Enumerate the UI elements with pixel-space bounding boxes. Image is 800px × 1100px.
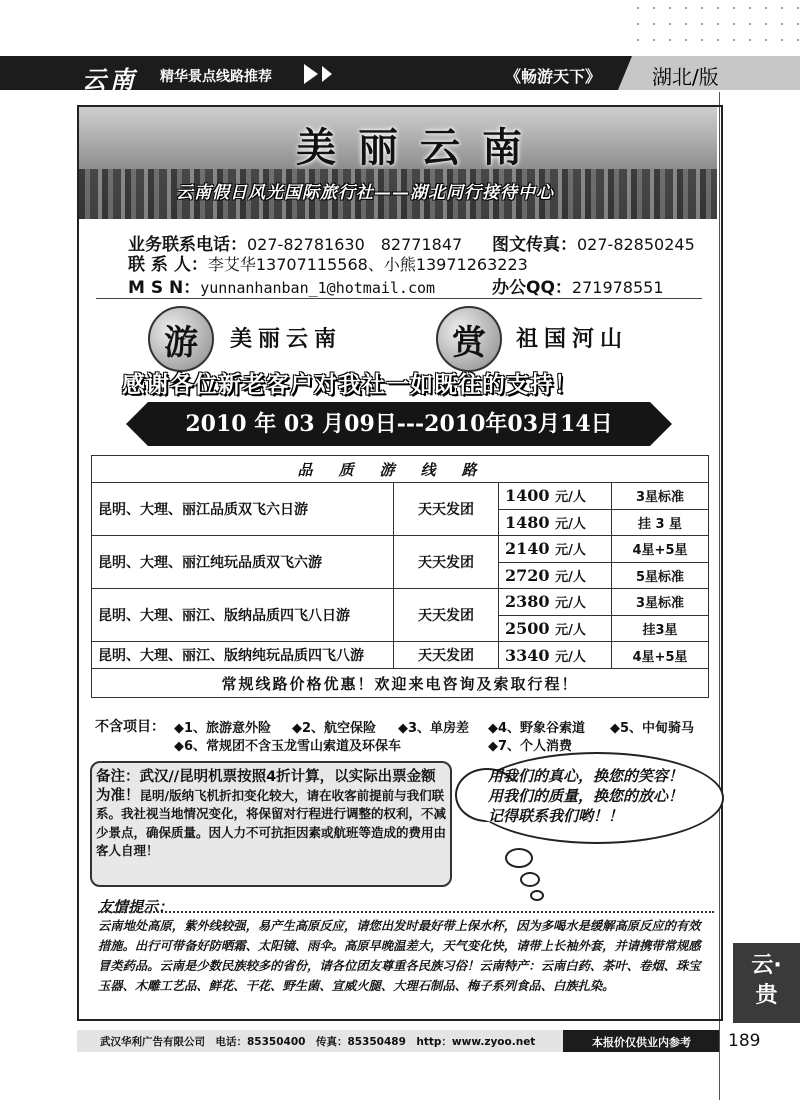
not-included-item: ◆6、常规团不含玉龙雪山索道及环保车 (174, 739, 402, 754)
side-tab-line: 贵 (755, 983, 778, 1008)
cloud-bubble (520, 872, 540, 887)
thanks-banner: 感谢各位新老客户对我社一如既往的支持！ (122, 371, 578, 398)
route-name: 昆明、大理、丽江品质双飞六日游 (92, 483, 394, 536)
header-logo: 云南 (82, 65, 138, 94)
header-arrow-small-icon (322, 66, 332, 82)
route-price: 3340 元/人 (499, 642, 612, 669)
table-row (92, 642, 709, 669)
business-phone-value: 027-82781630 82771847 (247, 235, 463, 254)
table-header-row (92, 456, 709, 483)
side-tab-line: 云· (751, 953, 782, 978)
route-frequency: 天天发团 (394, 642, 499, 669)
msn-value: yunnanhanban_1@hotmail.com (200, 279, 436, 297)
qq-value: 271978551 (571, 278, 664, 297)
notes-highlight: 武汉//昆明机票按照4折计算，以实际出票金额为准！ (96, 769, 436, 804)
footer-notice: 本报价仅供业内参考 (592, 1036, 691, 1049)
decorative-dots (630, 0, 800, 55)
route-frequency: 天天发团 (394, 483, 499, 536)
slogan-text-1: 美丽云南 (230, 326, 343, 352)
not-included-label: 不含项目： (95, 719, 165, 735)
notes-body: 昆明/版纳飞机折扣变化较大，请在收客前提前与我们联系。我社视当地情况变化，将保留对行程进行调整的权利，不减少景点，确保质量。因人力不可抗拒因素或航班等造成的费用由客人自理！ (96, 787, 447, 858)
route-frequency: 天天发团 (394, 589, 499, 642)
route-grade: 3星标准 (612, 483, 709, 510)
date-range: 2010 年 03 月09日---2010年03月14日 (185, 411, 613, 437)
cloud-line: 用我们的质量，换您的放心！ (488, 787, 684, 805)
route-grade: 4星+5星 (612, 642, 709, 669)
banner-subtitle: 云南假日风光国际旅行社——湖北同行接待中心 (176, 183, 554, 203)
contact-person-label: 联 系 人： (128, 255, 208, 275)
route-grade: 挂 3 星 (612, 509, 709, 536)
tips-title: 友情提示： (98, 898, 174, 916)
footer-company: 武汉华利广告有限公司 电话：85350400 传真：85350489 http：www.zyoo.net (100, 1036, 536, 1048)
not-included-item: ◆3、单房差 (398, 721, 470, 736)
cloud-bubble (530, 890, 544, 901)
route-grade: 4星+5星 (612, 536, 709, 563)
route-price: 1480 元/人 (499, 509, 612, 536)
route-price: 2140 元/人 (499, 536, 612, 563)
table-header: 品质游线路 (92, 456, 709, 483)
route-price: 2500 元/人 (499, 615, 612, 642)
fax-value: 027-82850245 (577, 235, 695, 254)
header-subtitle: 精华景点线路推荐 (160, 69, 272, 85)
edition-label: 湖北/版 (652, 65, 719, 89)
routes-table (91, 455, 709, 698)
not-included-item: ◆4、野象谷索道 (488, 721, 586, 736)
badge-you: 游 (148, 306, 214, 372)
tips-divider (98, 911, 714, 913)
cloud-line: 用我们的真心，换您的笑容！ (488, 767, 684, 785)
route-price: 1400 元/人 (499, 483, 612, 510)
cloud-line: 记得联系我们哟！！ (488, 807, 624, 825)
table-footer-row (92, 669, 709, 698)
region-side-tab (733, 943, 800, 1023)
not-included-item: ◆2、航空保险 (292, 721, 377, 736)
not-included-item: ◆1、旅游意外险 (174, 721, 272, 736)
table-row (92, 536, 709, 563)
route-name: 昆明、大理、丽江纯玩品质双飞六游 (92, 536, 394, 589)
business-phone-label: 业务联系电话： (128, 235, 247, 255)
cloud-bubble (505, 848, 533, 868)
fax-label: 图文传真： (492, 235, 577, 255)
not-included-item: ◆5、中甸骑马 (610, 721, 695, 736)
route-price: 2380 元/人 (499, 589, 612, 616)
contact-divider (96, 298, 702, 299)
table-row (92, 483, 709, 510)
table-row (92, 589, 709, 616)
cloud-text (488, 766, 683, 826)
badge-shang: 赏 (436, 306, 502, 372)
route-grade: 3星标准 (612, 589, 709, 616)
contact-person (128, 250, 528, 275)
contact-person-value: 李艾华13707115568、小熊13971263223 (207, 255, 528, 274)
route-price: 2720 元/人 (499, 562, 612, 589)
route-grade: 挂3星 (612, 615, 709, 642)
msn (128, 273, 435, 298)
page-number: 189 (728, 1031, 761, 1051)
route-grade: 5星标准 (612, 562, 709, 589)
office-qq (492, 273, 664, 298)
table-footer: 常规线路价格优惠！欢迎来电咨询及索取行程！ (92, 669, 709, 698)
route-name: 昆明、大理、丽江、版纳纯玩品质四飞八游 (92, 642, 394, 669)
tips-body: 云南地处高原，紫外线较强，易产生高原反应，请您出发时最好带上保水杯，因为多喝水是缓解高原反应的有效措施。出行可带备好防晒霜、太阳镜、雨伞。高原早晚温差大，天气变化快，请带上长袖外套，并请携带常规感冒类药品。云南是少数民族较多的省份，请各位团友尊重各民族习俗！云南特产：云南白药、茶叶、卷烟、珠宝玉器、木雕工艺品、鲜花、干花、野生菌、宣威火腿、大理石制品、梅子系列食品、白族扎染。 (98, 918, 701, 993)
magazine-name: 《畅游天下》 (505, 67, 602, 86)
notes-content (96, 768, 446, 861)
qq-label: 办公QQ： (492, 278, 572, 298)
banner-title: 美丽云南 (296, 124, 544, 171)
slogan-text-2: 祖国河山 (516, 326, 629, 352)
not-included-item: ◆7、个人消费 (488, 739, 573, 754)
route-name: 昆明、大理、丽江、版纳品质四飞八日游 (92, 589, 394, 642)
notes-label: 备注： (96, 769, 140, 785)
header-arrow-icon (304, 64, 318, 84)
route-frequency: 天天发团 (394, 536, 499, 589)
msn-label: M S N： (128, 278, 201, 298)
